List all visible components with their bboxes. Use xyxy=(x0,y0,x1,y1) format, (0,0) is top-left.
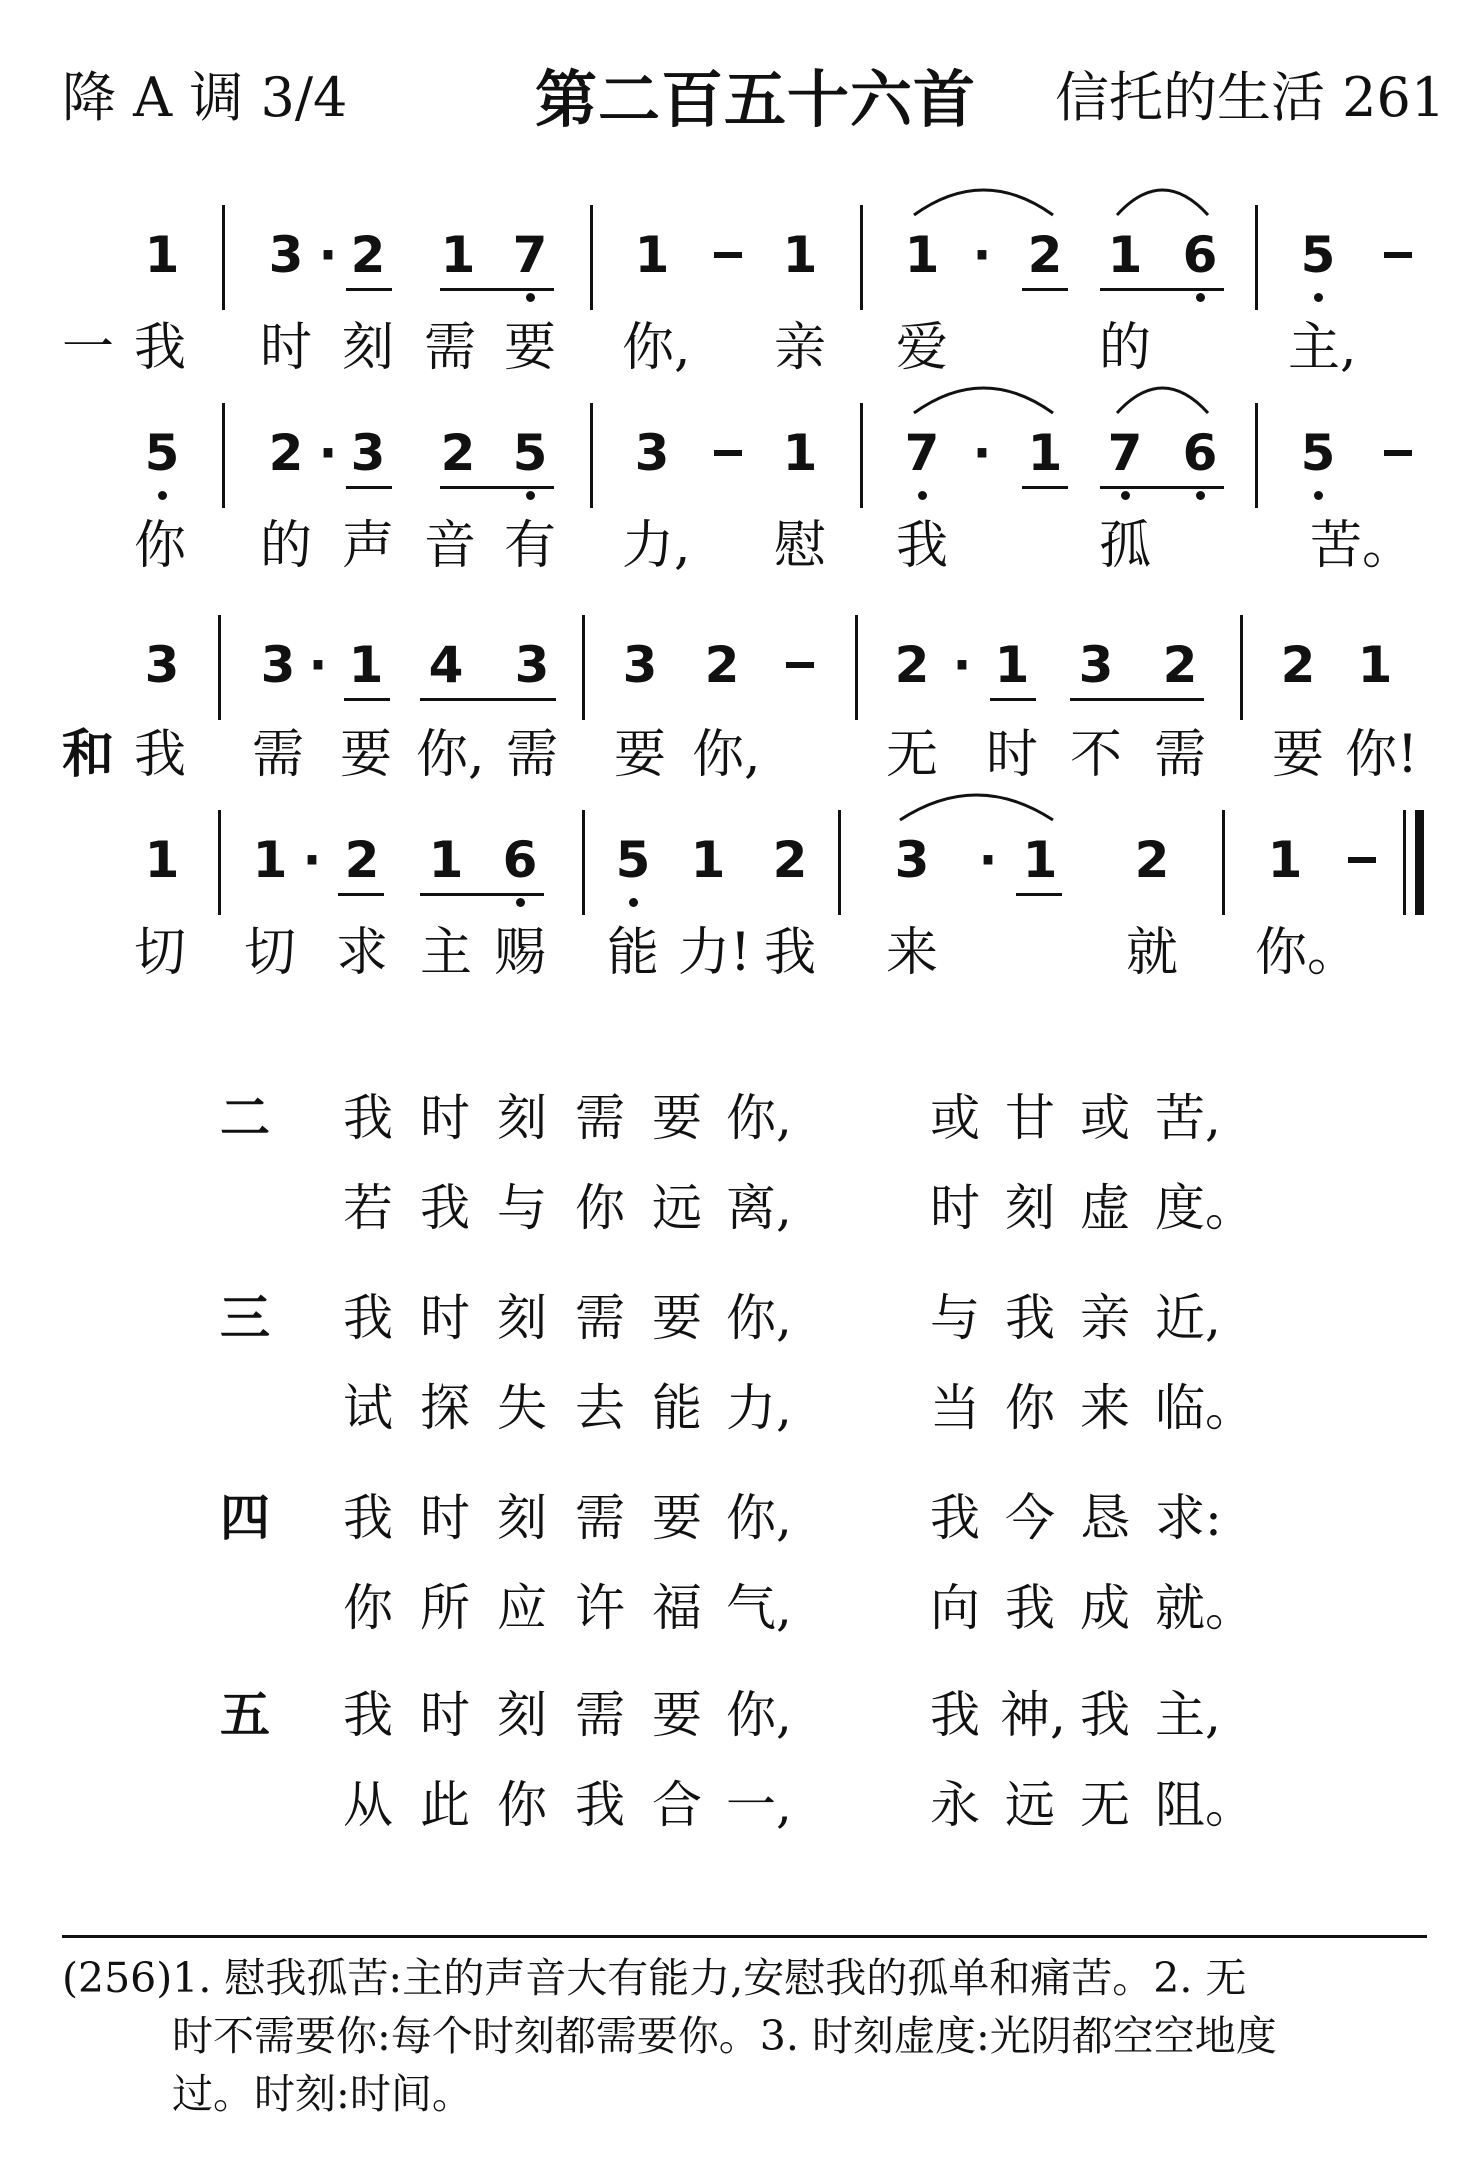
verse-syllable: 我 xyxy=(1005,1579,1055,1637)
lyric-syllable: 我 xyxy=(763,923,816,983)
lyric-syllable: 的 xyxy=(1098,318,1151,378)
verse-syllable: 力, xyxy=(726,1379,792,1437)
note: 2 xyxy=(894,636,930,694)
lyric-syllable: 就 xyxy=(1125,923,1178,983)
note: 1 xyxy=(440,226,476,284)
barline xyxy=(1222,810,1225,915)
lower-octave-dot xyxy=(516,898,525,907)
verse-syllable: 临。 xyxy=(1155,1379,1255,1437)
verse-syllable: 福 xyxy=(652,1579,702,1637)
note: 3 xyxy=(260,636,296,694)
lyric-syllable: 时 xyxy=(259,318,312,378)
note: 7 xyxy=(512,226,548,284)
note: 5 xyxy=(615,831,651,889)
verse-syllable: 神, xyxy=(1000,1686,1066,1744)
eighth-note-underline xyxy=(420,698,556,701)
lyric-syllable: 我 xyxy=(133,725,186,785)
lyric-syllable: 你 xyxy=(133,516,186,576)
verse-syllable: 需 xyxy=(575,1489,625,1547)
verse-syllable: 应 xyxy=(497,1579,547,1637)
verse-syllable: 你 xyxy=(1005,1379,1055,1437)
verse-syllable: 来 xyxy=(1080,1379,1130,1437)
lyric-syllable: 你, xyxy=(692,725,761,785)
note: 1 xyxy=(634,226,670,284)
lyric-syllable: 能 xyxy=(606,923,659,983)
eighth-note-underline xyxy=(1016,893,1062,896)
verse-syllable: 需 xyxy=(575,1289,625,1347)
lyric-syllable: 亲 xyxy=(773,318,826,378)
note: 6 xyxy=(1182,226,1218,284)
verse-syllable: 若 xyxy=(343,1179,393,1237)
lyric-syllable: 声 xyxy=(341,516,394,576)
verse-syllable: 你 xyxy=(575,1179,625,1237)
lyric-syllable: 需 xyxy=(251,725,304,785)
note: 2 xyxy=(704,636,740,694)
sustain-dash xyxy=(1384,450,1412,456)
verse-syllable: 刻 xyxy=(497,1289,547,1347)
lyric-syllable: 求 xyxy=(335,923,388,983)
lyric-syllable: 要 xyxy=(1271,725,1324,785)
verse-syllable: 亲 xyxy=(1080,1289,1130,1347)
sustain-dash xyxy=(786,662,814,668)
verse-syllable: 你, xyxy=(726,1489,792,1547)
lower-octave-dot xyxy=(158,491,167,500)
barline xyxy=(838,810,841,915)
barline xyxy=(590,205,593,310)
note: 2 xyxy=(440,424,476,482)
verse-syllable: 我 xyxy=(343,1489,393,1547)
lyric-syllable: 需 xyxy=(1153,725,1206,785)
verse-syllable: 永 xyxy=(930,1776,980,1834)
eighth-note-underline xyxy=(338,893,384,896)
lyric-syllable: 音 xyxy=(423,516,476,576)
lyric-syllable: 要 xyxy=(339,725,392,785)
note: 1 xyxy=(428,831,464,889)
note: 4 xyxy=(428,636,464,694)
lyric-syllable: 需 xyxy=(423,318,476,378)
note: 1 xyxy=(994,636,1030,694)
barline xyxy=(222,403,225,508)
verse-syllable: 你, xyxy=(726,1089,792,1147)
note: 3 xyxy=(350,424,386,482)
note: 2 xyxy=(772,831,808,889)
verse-syllable: 时 xyxy=(420,1489,470,1547)
lower-octave-dot xyxy=(1121,491,1130,500)
note: 6 xyxy=(502,831,538,889)
eighth-note-underline xyxy=(346,288,392,291)
lower-octave-dot xyxy=(526,293,535,302)
note: 1 xyxy=(1027,424,1063,482)
note: 3 xyxy=(144,636,180,694)
verse-syllable: 我 xyxy=(930,1489,980,1547)
hymn-title: 第二百五十六首 xyxy=(535,63,977,136)
note: 2 xyxy=(268,424,304,482)
slur-arc xyxy=(912,375,1055,415)
sustain-dash xyxy=(714,252,742,258)
lyric-syllable: 我 xyxy=(895,516,948,576)
verse-syllable: 你 xyxy=(343,1579,393,1637)
lyric-syllable: 爱 xyxy=(895,318,948,378)
verse-syllable: 你, xyxy=(726,1686,792,1744)
verse-syllable: 我 xyxy=(343,1289,393,1347)
note: 1 xyxy=(252,831,288,889)
verse-syllable: 近, xyxy=(1155,1289,1221,1347)
note: 1 xyxy=(782,424,818,482)
verse-syllable: 此 xyxy=(420,1776,470,1834)
note: 3 xyxy=(622,636,658,694)
note: 1 xyxy=(1267,831,1303,889)
eighth-note-underline xyxy=(346,486,392,489)
verse-syllable: 我 xyxy=(1005,1289,1055,1347)
verse-syllable: 我 xyxy=(420,1179,470,1237)
verse-number: 四 xyxy=(220,1489,270,1547)
lower-octave-dot xyxy=(918,491,927,500)
verse-syllable: 你 xyxy=(497,1776,547,1834)
eighth-note-underline xyxy=(1100,288,1224,291)
verse-syllable: 甘 xyxy=(1005,1089,1055,1147)
lyric-syllable: 刻 xyxy=(341,318,394,378)
slur-arc xyxy=(1115,177,1210,217)
eighth-note-underline xyxy=(1070,698,1204,701)
verse-syllable: 要 xyxy=(652,1089,702,1147)
verse-syllable: 就。 xyxy=(1155,1579,1255,1637)
lyric-syllable: 慰 xyxy=(773,516,826,576)
barline xyxy=(860,205,863,310)
verse-syllable: 我 xyxy=(575,1776,625,1834)
verse-syllable: 我 xyxy=(930,1686,980,1744)
verse-syllable: 刻 xyxy=(497,1089,547,1147)
note: 2 xyxy=(1162,636,1198,694)
note: 1 xyxy=(144,831,180,889)
verse-syllable: 离, xyxy=(726,1179,792,1237)
note: 6 xyxy=(1182,424,1218,482)
eighth-note-underline xyxy=(420,893,544,896)
lower-octave-dot xyxy=(526,491,535,500)
augmentation-dot: · xyxy=(308,636,328,694)
augmentation-dot: · xyxy=(302,831,322,889)
verse-syllable: 无 xyxy=(1080,1776,1130,1834)
lyric-syllable: 赐 xyxy=(493,923,546,983)
verse-syllable: 探 xyxy=(420,1379,470,1437)
lyric-syllable: 切 xyxy=(133,923,186,983)
hymn-category: 信托的生活 261 xyxy=(1055,66,1446,129)
note: 5 xyxy=(512,424,548,482)
verse-syllable: 我 xyxy=(1080,1686,1130,1744)
augmentation-dot: · xyxy=(318,424,338,482)
note: 5 xyxy=(1300,424,1336,482)
note: 1 xyxy=(904,226,940,284)
verse-syllable: 需 xyxy=(575,1089,625,1147)
verse-syllable: 苦, xyxy=(1155,1089,1221,1147)
verse-syllable: 我 xyxy=(343,1686,393,1744)
eighth-note-underline xyxy=(440,486,554,489)
verse-syllable: 或 xyxy=(1080,1089,1130,1147)
lower-octave-dot xyxy=(1196,293,1205,302)
note: 3 xyxy=(894,831,930,889)
verse-syllable: 要 xyxy=(652,1686,702,1744)
verse-syllable: 阻。 xyxy=(1155,1776,1255,1834)
lyric-syllable: 你, xyxy=(416,725,485,785)
lyric-syllable: 你, xyxy=(622,318,691,378)
lyric-syllable: 需 xyxy=(505,725,558,785)
augmentation-dot: · xyxy=(952,636,972,694)
verse-syllable: 时 xyxy=(420,1089,470,1147)
verse-syllable: 所 xyxy=(420,1579,470,1637)
verse-syllable: 一, xyxy=(726,1776,792,1834)
note: 1 xyxy=(782,226,818,284)
verse-syllable: 失 xyxy=(497,1379,547,1437)
footnote-line: (256)1. 慰我孤苦:主的声音大有能力,安慰我的孤单和痛苦。2. 无 xyxy=(62,1954,1247,2002)
verse-number: 五 xyxy=(220,1686,270,1744)
barline xyxy=(1255,205,1258,310)
key-signature: 降 A 调 3/4 xyxy=(62,66,348,129)
verse-syllable: 时 xyxy=(420,1289,470,1347)
footnote-line: 过。时刻:时间。 xyxy=(172,2070,473,2118)
lyric-syllable: 主 xyxy=(419,923,472,983)
barline xyxy=(590,403,593,508)
augmentation-dot: · xyxy=(972,226,992,284)
verse-syllable: 刻 xyxy=(497,1489,547,1547)
verse-syllable: 时 xyxy=(420,1686,470,1744)
verse-syllable: 主, xyxy=(1155,1686,1221,1744)
verse-syllable: 时 xyxy=(930,1179,980,1237)
barline xyxy=(1240,615,1243,720)
note: 3 xyxy=(634,424,670,482)
eighth-note-underline xyxy=(344,698,390,701)
barline xyxy=(855,615,858,720)
augmentation-dot: · xyxy=(978,831,998,889)
verse-syllable: 刻 xyxy=(1005,1179,1055,1237)
lyric-syllable: 你! xyxy=(1345,725,1418,785)
note: 1 xyxy=(144,226,180,284)
barline xyxy=(582,615,585,720)
verse-syllable: 从 xyxy=(343,1776,393,1834)
verse-syllable: 合 xyxy=(652,1776,702,1834)
verse-syllable: 能 xyxy=(652,1379,702,1437)
note: 2 xyxy=(1027,226,1063,284)
lyric-syllable: 不 xyxy=(1069,725,1122,785)
footnote-divider xyxy=(62,1935,1427,1938)
verse-syllable: 去 xyxy=(575,1379,625,1437)
verse-syllable: 试 xyxy=(343,1379,393,1437)
footnote-line: 时不需要你:每个时刻都需要你。3. 时刻虚度:光阴都空空地度 xyxy=(172,2012,1277,2060)
lower-octave-dot xyxy=(1314,293,1323,302)
verse-syllable: 你, xyxy=(726,1289,792,1347)
verse-syllable: 远 xyxy=(1005,1776,1055,1834)
verse-number: 一 xyxy=(61,318,114,378)
verse-number: 三 xyxy=(220,1289,270,1347)
verse-syllable: 远 xyxy=(652,1179,702,1237)
note: 7 xyxy=(904,424,940,482)
note: 7 xyxy=(1107,424,1143,482)
eighth-note-underline xyxy=(1022,288,1068,291)
note: 5 xyxy=(144,424,180,482)
note: 1 xyxy=(1107,226,1143,284)
lyric-syllable: 苦。 xyxy=(1310,516,1415,576)
verse-syllable: 成 xyxy=(1080,1579,1130,1637)
verse-syllable: 要 xyxy=(652,1289,702,1347)
verse-syllable: 刻 xyxy=(497,1686,547,1744)
eighth-note-underline xyxy=(1022,486,1068,489)
verse-syllable: 我 xyxy=(343,1089,393,1147)
lyric-syllable: 要 xyxy=(503,318,556,378)
verse-syllable: 向 xyxy=(930,1579,980,1637)
verse-syllable: 气, xyxy=(726,1579,792,1637)
note: 1 xyxy=(348,636,384,694)
note: 3 xyxy=(514,636,550,694)
verse-syllable: 恳 xyxy=(1080,1489,1130,1547)
eighth-note-underline xyxy=(990,698,1036,701)
lyric-syllable: 来 xyxy=(885,923,938,983)
lyric-syllable: 孤 xyxy=(1098,516,1151,576)
verse-number: 二 xyxy=(220,1089,270,1147)
verse-syllable: 虚 xyxy=(1080,1179,1130,1237)
sustain-dash xyxy=(1348,857,1376,863)
lower-octave-dot xyxy=(629,898,638,907)
slur-arc xyxy=(898,782,1055,822)
note: 1 xyxy=(1022,831,1058,889)
verse-syllable: 当 xyxy=(930,1379,980,1437)
verse-syllable: 今 xyxy=(1005,1489,1055,1547)
barline xyxy=(1255,403,1258,508)
lower-octave-dot xyxy=(1314,491,1323,500)
verse-syllable: 需 xyxy=(575,1686,625,1744)
augmentation-dot: · xyxy=(972,424,992,482)
lyric-syllable: 力, xyxy=(622,516,691,576)
sustain-dash xyxy=(714,450,742,456)
final-barline-thick xyxy=(1415,810,1424,915)
verse-syllable: 度。 xyxy=(1155,1179,1255,1237)
slur-arc xyxy=(1115,375,1210,415)
chorus-label: 和 xyxy=(61,725,114,785)
barline xyxy=(222,205,225,310)
lyric-syllable: 切 xyxy=(243,923,296,983)
note: 5 xyxy=(1300,226,1336,284)
lyric-syllable: 你。 xyxy=(1255,923,1360,983)
verse-syllable: 求: xyxy=(1155,1489,1222,1547)
note: 1 xyxy=(1357,636,1393,694)
verse-syllable: 许 xyxy=(575,1579,625,1637)
sustain-dash xyxy=(1384,252,1412,258)
eighth-note-underline xyxy=(1100,486,1224,489)
barline xyxy=(860,403,863,508)
barline xyxy=(218,810,221,915)
eighth-note-underline xyxy=(440,288,554,291)
note: 2 xyxy=(350,226,386,284)
lyric-syllable: 的 xyxy=(259,516,312,576)
lyric-syllable: 主, xyxy=(1288,318,1357,378)
lyric-syllable: 要 xyxy=(613,725,666,785)
lower-octave-dot xyxy=(1196,491,1205,500)
augmentation-dot: · xyxy=(318,226,338,284)
barline xyxy=(218,615,221,720)
note: 2 xyxy=(344,831,380,889)
note: 2 xyxy=(1134,831,1170,889)
note: 3 xyxy=(268,226,304,284)
note: 3 xyxy=(1078,636,1114,694)
verse-syllable: 或 xyxy=(930,1089,980,1147)
note: 1 xyxy=(690,831,726,889)
note: 2 xyxy=(1280,636,1316,694)
barline xyxy=(582,810,585,915)
lyric-syllable: 有 xyxy=(503,516,556,576)
verse-syllable: 与 xyxy=(497,1179,547,1237)
lyric-syllable: 时 xyxy=(985,725,1038,785)
slur-arc xyxy=(912,177,1055,217)
verse-syllable: 与 xyxy=(930,1289,980,1347)
final-barline-thin xyxy=(1403,810,1406,915)
lyric-syllable: 我 xyxy=(133,318,186,378)
lyric-syllable: 力! xyxy=(678,923,751,983)
verse-syllable: 要 xyxy=(652,1489,702,1547)
lyric-syllable: 无 xyxy=(885,725,938,785)
